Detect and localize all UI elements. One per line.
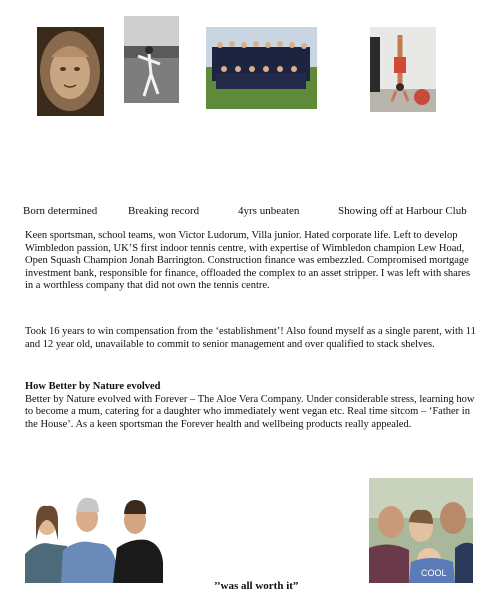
shirt-print: COOL <box>421 568 447 578</box>
running-photo <box>124 16 179 103</box>
closing-quote: ’’was all worth it” <box>214 580 299 592</box>
baby-photo <box>37 27 104 116</box>
handstand-photo <box>370 27 436 112</box>
caption-harbour-club: Showing off at Harbour Club <box>338 205 467 217</box>
family-photo <box>25 482 163 583</box>
caption-born-determined: Born determined <box>23 205 98 217</box>
compensation-paragraph: Took 16 years to win compensation from the ‘establishment’! Also found myself as a single parent, with 11 and 12 year old, unavailable to commit to senior management and over qualified to stack shelves. <box>25 326 476 350</box>
caption-breaking-record: Breaking record <box>128 205 200 217</box>
evolution-section <box>25 381 480 431</box>
team-photo <box>206 27 317 109</box>
caption-4yrs-unbeaten: 4yrs unbeaten <box>238 205 300 217</box>
section-heading: How Better by Nature evolved <box>25 381 161 392</box>
bio-paragraph: Keen sportsman, school teams, won Victor Ludorum, Villa junior. Hated corporate life. Left to develop Wimbledon passion, UK’S first indoor tennis centre, with expertise of Wimbledon champion Lew Hoad, Open Squash Champion Jonah Barrington. Construction finance was embezzled. Compromised mortgage investment bank, responsible for finance, offloaded the complex to an asset stripper. I was left with shares in a worthless company that did not own the tennis centre. <box>25 230 471 292</box>
selfie-photo <box>369 478 473 583</box>
section-body: Better by Nature evolved with Forever – The Aloe Vera Company. Under considerable stress, learning how to become a mum, catering for a daughter who immediately went vegan etc. Real time sitcom – ‘Father in the House’. As a keen sportsman the Forever health and wellbeing products really appealed. <box>25 393 475 430</box>
